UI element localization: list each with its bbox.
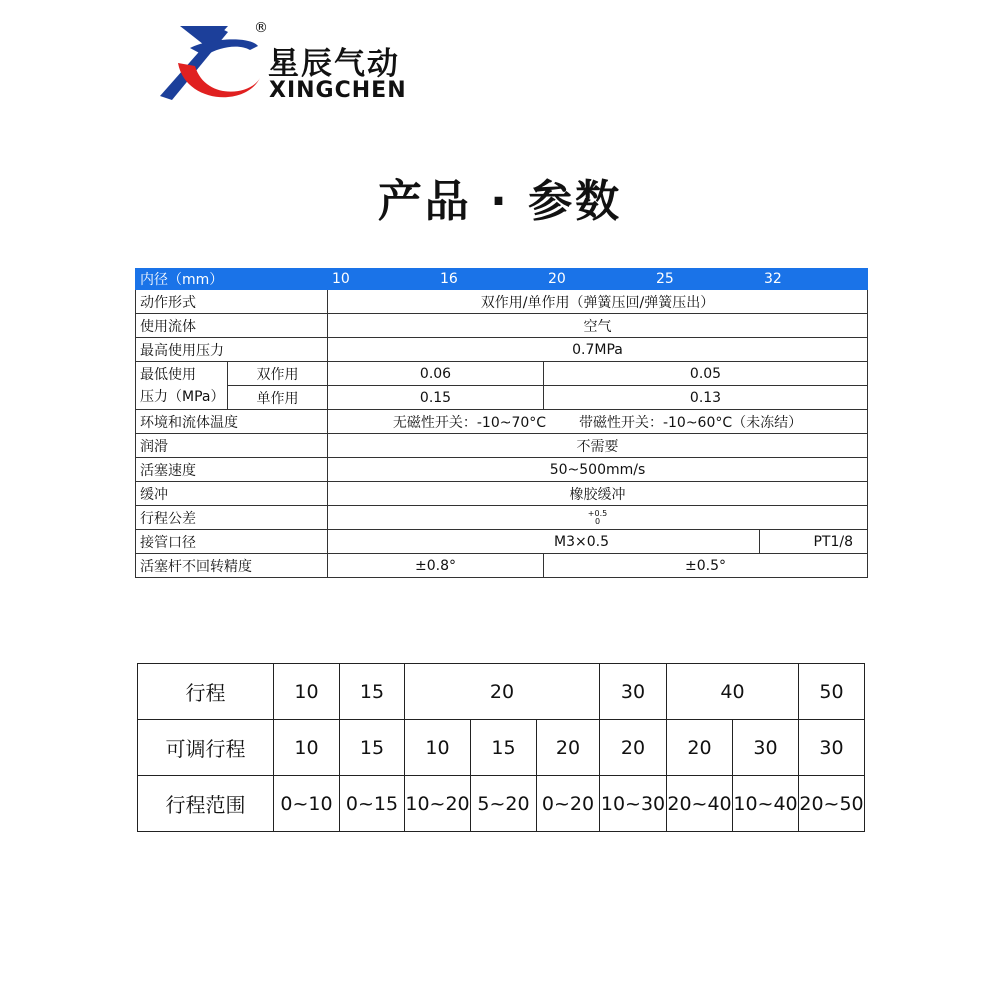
adjustable-stroke-label: 可调行程 xyxy=(138,720,274,776)
single-acting-value-large: 0.13 xyxy=(544,386,868,410)
stroke-range-value: 20~40 xyxy=(667,776,733,832)
stroke-value: 15 xyxy=(340,664,405,720)
stroke-range-value: 0~15 xyxy=(340,776,405,832)
registered-mark: ® xyxy=(254,20,268,36)
row-label: 环境和流体温度 xyxy=(136,410,328,434)
spec-row-cushion xyxy=(136,482,868,506)
row-value: 双作用/单作用（弹簧压回/弹簧压出） xyxy=(328,290,868,314)
stroke-range-value: 0~10 xyxy=(274,776,340,832)
min-pressure-label-line2: 压力（MPa） xyxy=(140,388,225,405)
tolerance-value xyxy=(588,510,607,526)
bore-size: 16 xyxy=(436,269,544,290)
bore-size: 32 xyxy=(760,269,868,290)
spec-row-action xyxy=(136,290,868,314)
single-acting-value-small: 0.15 xyxy=(328,386,544,410)
stroke-range-label: 行程范围 xyxy=(138,776,274,832)
stroke-range-value: 0~20 xyxy=(537,776,600,832)
row-label: 活塞速度 xyxy=(136,458,328,482)
tolerance-upper: +0.5 xyxy=(587,508,608,518)
spec-row-port xyxy=(136,530,868,554)
page-title: 产品 · 参数 xyxy=(377,176,623,227)
double-acting-value-small: 0.06 xyxy=(328,362,544,386)
row-value: 0.7MPa xyxy=(328,338,868,362)
adjustable-stroke-value: 15 xyxy=(340,720,405,776)
row-label: 润滑 xyxy=(136,434,328,458)
adjustable-stroke-value: 20 xyxy=(600,720,667,776)
spec-row-speed xyxy=(136,458,868,482)
spec-row-lubrication xyxy=(136,434,868,458)
port-value-small: M3×0.5 xyxy=(328,530,760,554)
bore-size: 20 xyxy=(544,269,652,290)
adjustable-stroke-value: 15 xyxy=(471,720,537,776)
spec-row-min-pressure-single xyxy=(136,386,868,410)
spec-table xyxy=(135,268,868,578)
bore-size: 25 xyxy=(652,269,760,290)
row-label: 行程公差 xyxy=(136,506,328,530)
stroke-table xyxy=(137,663,865,832)
spec-row-stroke-tolerance xyxy=(136,506,868,530)
row-label: 动作形式 xyxy=(136,290,328,314)
rotation-value-large: ±0.5° xyxy=(544,554,868,578)
stroke-value: 50 xyxy=(799,664,865,720)
logo-english-name: XINGCHEN xyxy=(269,78,407,103)
stroke-value: 20 xyxy=(405,664,600,720)
adjustable-stroke-value: 30 xyxy=(799,720,865,776)
stroke-value: 30 xyxy=(600,664,667,720)
row-label: 活塞杆不回转精度 xyxy=(136,554,328,578)
row-value: 橡胶缓冲 xyxy=(328,482,868,506)
spec-row-temperature xyxy=(136,410,868,434)
tolerance-lower: 0 xyxy=(594,516,601,526)
row-label: 接管口径 xyxy=(136,530,328,554)
row-label: 使用流体 xyxy=(136,314,328,338)
double-acting-label: 双作用 xyxy=(228,362,328,386)
bore-size: 10 xyxy=(328,269,436,290)
row-label: 缓冲 xyxy=(136,482,328,506)
stroke-range-value: 10~40 xyxy=(733,776,799,832)
adjustable-stroke-value: 10 xyxy=(405,720,471,776)
rotation-value-small: ±0.8° xyxy=(328,554,544,578)
stroke-range-value: 20~50 xyxy=(799,776,865,832)
min-pressure-label xyxy=(136,362,228,410)
stroke-range-value: 10~20 xyxy=(405,776,471,832)
row-label: 最高使用压力 xyxy=(136,338,328,362)
stroke-row xyxy=(138,664,865,720)
single-acting-label: 单作用 xyxy=(228,386,328,410)
spec-row-max-pressure xyxy=(136,338,868,362)
adjustable-stroke-row xyxy=(138,720,865,776)
stroke-value: 40 xyxy=(667,664,799,720)
xingchen-logo-icon xyxy=(150,18,265,108)
stroke-range-row xyxy=(138,776,865,832)
stroke-label: 行程 xyxy=(138,664,274,720)
row-value: 不需要 xyxy=(328,434,868,458)
spec-row-fluid xyxy=(136,314,868,338)
spec-row-min-pressure-double xyxy=(136,362,868,386)
row-value xyxy=(328,506,868,530)
brand-logo xyxy=(150,18,440,108)
stroke-range-value: 5~20 xyxy=(471,776,537,832)
spec-header-row xyxy=(136,269,868,290)
double-acting-value-large: 0.05 xyxy=(544,362,868,386)
adjustable-stroke-value: 20 xyxy=(537,720,600,776)
adjustable-stroke-value: 30 xyxy=(733,720,799,776)
stroke-range-value: 10~30 xyxy=(600,776,667,832)
port-value-large: PT1/8 xyxy=(760,530,868,554)
logo-chinese-name: 星辰气动 xyxy=(268,46,400,82)
temperature-with-switch: 带磁性开关：-10~60°C（未冻结） xyxy=(578,414,803,431)
stroke-value: 10 xyxy=(274,664,340,720)
adjustable-stroke-value: 10 xyxy=(274,720,340,776)
adjustable-stroke-value: 20 xyxy=(667,720,733,776)
min-pressure-label-line1: 最低使用 xyxy=(140,366,196,383)
row-value xyxy=(328,410,868,434)
temperature-no-switch: 无磁性开关：-10~70°C xyxy=(392,414,547,431)
bore-label: 内径（mm） xyxy=(136,269,328,290)
row-value: 50~500mm/s xyxy=(328,458,868,482)
spec-row-rotation xyxy=(136,554,868,578)
row-value: 空气 xyxy=(328,314,868,338)
